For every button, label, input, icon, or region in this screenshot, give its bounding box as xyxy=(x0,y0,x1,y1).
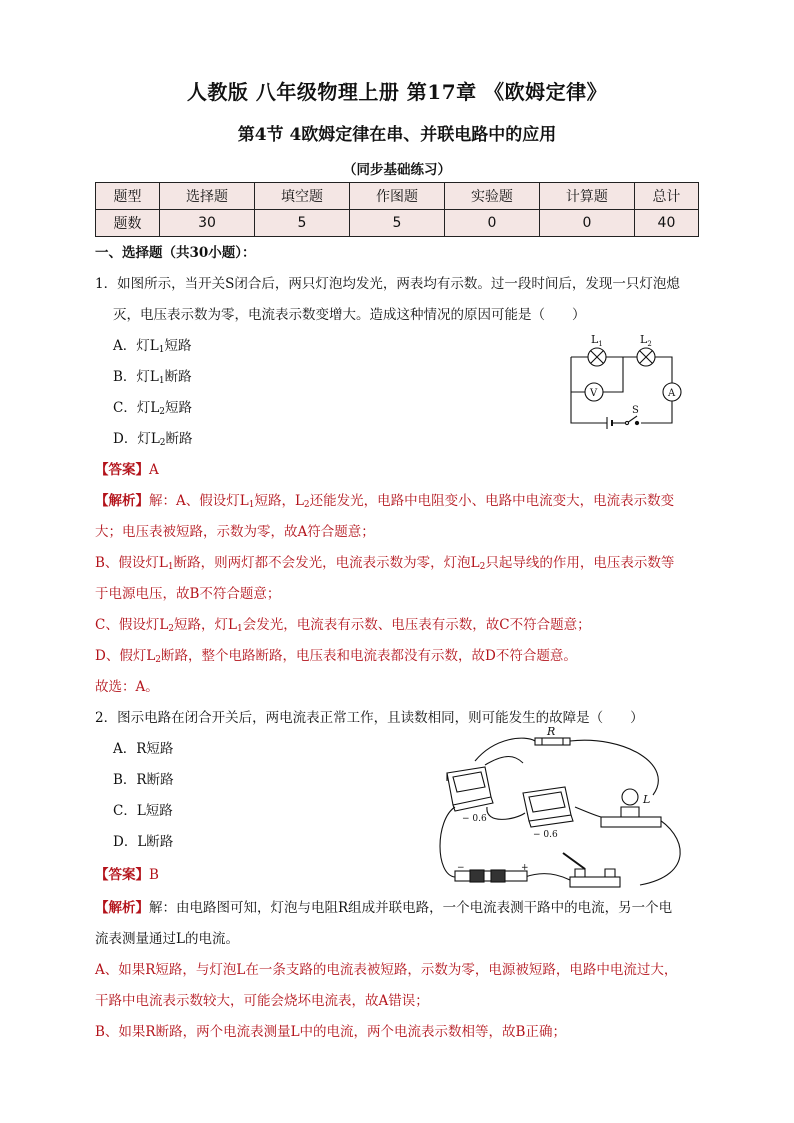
q2-analysis-a-line2: 干路中电流表示数较大，可能会烧坏电流表，故A错误； xyxy=(95,993,429,1009)
table-row xyxy=(96,210,699,237)
table-cell: 实验题 xyxy=(444,183,539,210)
q1-analysis-b-line1: B、假设灯$L_1$断路，则两灯都不会发光，电流表示数为零，灯泡$L_2$只起导线的作用，电压表示数等 xyxy=(95,555,675,572)
table-cell: 总计 xyxy=(634,183,698,210)
q1-stem-line1: 1．如图所示，当开关S闭合后，两只灯泡均发光，两表均有示数。过一段时间后，发现一只灯泡熄 xyxy=(95,276,680,292)
q1-analysis-d: D、假灯$L_2$断路，整个电路断路，电压表和电流表都没有示数，故D不符合题意。 xyxy=(95,648,577,665)
table-cell: 计算题 xyxy=(539,183,634,210)
lamp-l2-label: $L_2$ xyxy=(640,333,652,348)
battery-plus-label: + xyxy=(521,863,529,873)
table-cell: 填空题 xyxy=(255,183,350,210)
q1-option-b: B．灯$L_1$断路 xyxy=(113,369,192,386)
q1-conclusion: 故选：A。 xyxy=(95,679,159,695)
q2-analysis-a-line1: A、如果R短路，与灯泡L在一条支路的电流表被短路，示数为零，电源被短路，电路中电流过大， xyxy=(95,962,678,978)
table-cell: 30 xyxy=(160,210,255,237)
ammeter1-scale-label: − 0.6 xyxy=(462,814,487,824)
lamp-label: L xyxy=(643,793,651,806)
page-subtitle: 第4节 4欧姆定律在串、并联电路中的应用 xyxy=(237,125,557,145)
q1-analysis-b-line2: 于电源电压，故B不符合题意； xyxy=(95,586,281,602)
q1-analysis-a-line2: 大；电压表被短路，示数为零，故A符合题意； xyxy=(95,524,375,540)
resistor-label: R xyxy=(547,725,556,738)
q1-answer: 【答案】A xyxy=(95,462,159,478)
table-cell: 0 xyxy=(444,210,539,237)
q2-analysis-line2: 流表测量通过L的电流。 xyxy=(95,931,239,947)
table-cell: 0 xyxy=(539,210,634,237)
page-tag: （同步基础练习） xyxy=(343,162,451,178)
q2-option-b: B．R断路 xyxy=(113,772,174,788)
q2-option-a: A．R短路 xyxy=(113,741,174,757)
table-cell: 选择题 xyxy=(160,183,255,210)
table-row xyxy=(96,183,699,210)
ammeter-label: A xyxy=(668,388,676,399)
q2-option-c: C．L短路 xyxy=(113,803,173,819)
q2-option-d: D．L断路 xyxy=(113,834,174,850)
table-cell: 题型 xyxy=(96,183,160,210)
section-heading: 一、选择题（共30小题）： xyxy=(95,245,256,261)
table-cell: 5 xyxy=(349,210,444,237)
summary-table xyxy=(95,182,699,237)
q2-analysis-line1: 【解析】解：由电路图可知，灯泡与电阻R组成并联电路，一个电流表测干路中的电流，另一个电 xyxy=(95,900,673,916)
q1-circuit-diagram xyxy=(555,327,690,432)
table-cell: 5 xyxy=(255,210,350,237)
q1-stem-line2: 灭，电压表示数为零，电流表示数变增大。造成这种情况的原因可能是（ ） xyxy=(113,307,586,323)
q1-analysis-c: C、假设灯$L_2$短路，灯$L_1$会发光，电流表有示数、电压表有示数，故C不符合题意； xyxy=(95,617,591,634)
q2-answer: 【答案】B xyxy=(95,867,159,883)
q1-option-c: C．灯$L_2$短路 xyxy=(113,400,193,417)
table-cell: 40 xyxy=(634,210,698,237)
ammeter2-scale-label: − 0.6 xyxy=(533,830,558,840)
q2-circuit-diagram xyxy=(425,725,690,900)
table-cell: 题数 xyxy=(96,210,160,237)
q1-analysis-a-line1: 【解析】解：A、假设灯$L_1$短路，$L_2$还能发光，电路中电阻变小、电路中电流变大，电流表示数变 xyxy=(95,493,675,510)
table-cell: 作图题 xyxy=(349,183,444,210)
q1-option-a: A．灯$L_1$短路 xyxy=(113,338,192,355)
q2-stem: 2．图示电路在闭合开关后，两电流表正常工作，且读数相同，则可能发生的故障是（ ） xyxy=(95,710,644,726)
q1-option-d: D．灯$L_2$断路 xyxy=(113,431,193,448)
q2-analysis-b: B、如果R断路，两个电流表测量L中的电流，两个电流表示数相等，故B正确； xyxy=(95,1024,566,1040)
switch-label: S xyxy=(632,405,639,416)
page-title: 人教版 八年级物理上册 第17章 《欧姆定律》 xyxy=(186,80,608,104)
battery-minus-label: − xyxy=(457,863,465,873)
lamp-l1-label: $L_1$ xyxy=(591,333,603,348)
voltmeter-label: V xyxy=(590,388,598,399)
